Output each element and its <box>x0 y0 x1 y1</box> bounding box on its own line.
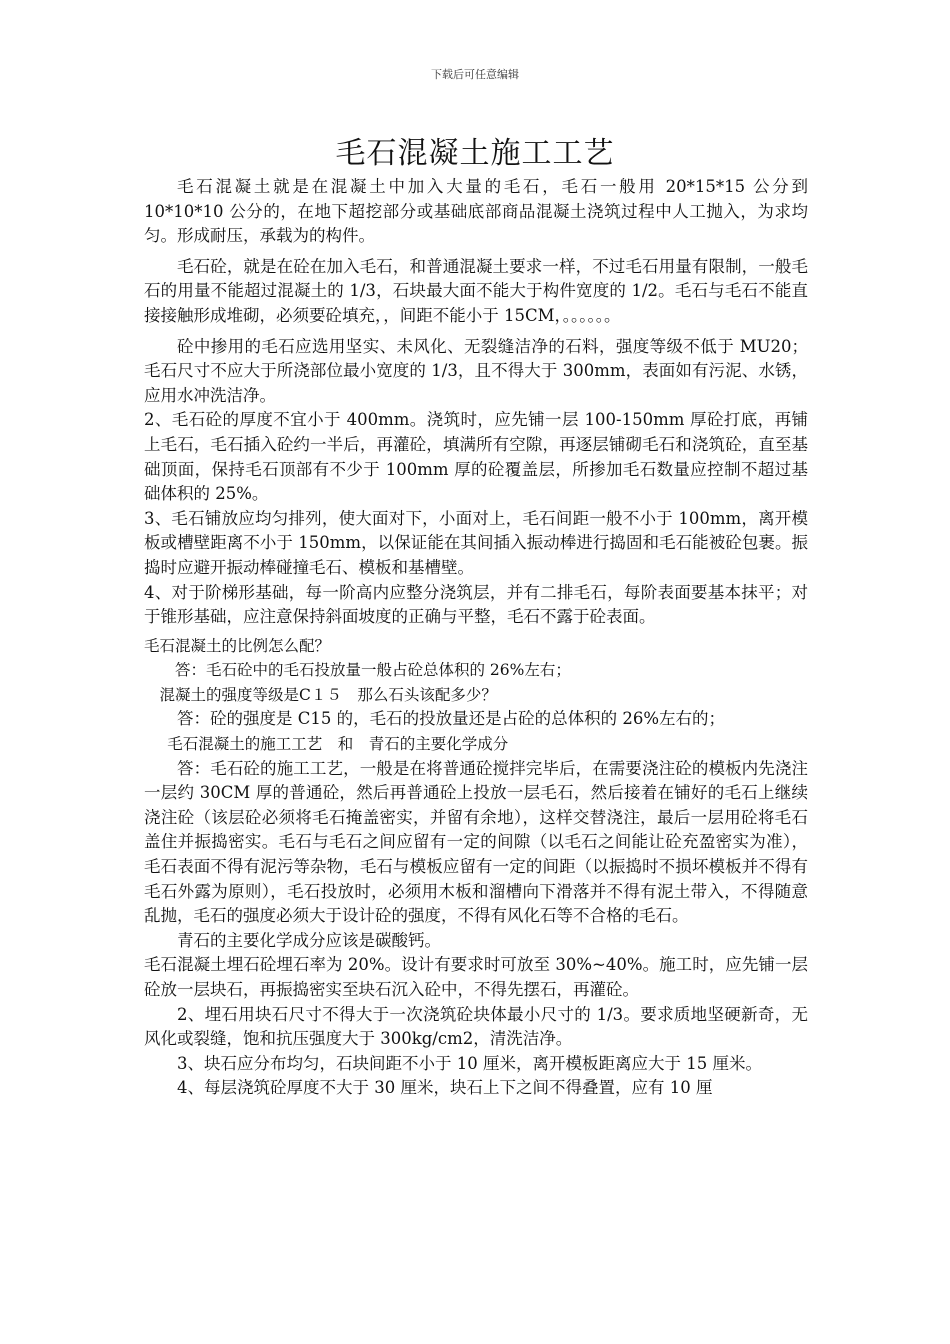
paragraph-intro: 毛石混凝土就是在混凝土中加入大量的毛石，毛石一般用 20*15*15 公分到 10*10*10 公分的，在地下超挖部分或基础底部商品混凝土浇筑过程中人工抛入，为求均匀。形成耐压，承载为的构件。 <box>144 177 808 246</box>
paragraph-definition: 毛石砼，就是在砼在加入毛石，和普通混凝土要求一样，不过毛石用量有限制，一般毛石的用量不能超过混凝土的 1/3，石块最大面不能大于构件宽度的 1/2。毛石与毛石不能直接接触形成堆砌，必须要砼填充，，间距不能小于 15CM，。。。。。。 <box>144 256 808 325</box>
answer-strength: 答：砼的强度是 C15 的，毛石的投放量还是占砼的总体积的 26%左右的； <box>177 709 726 729</box>
question-ratio: 毛石混凝土的比例怎么配？ <box>144 636 331 655</box>
header-note: 下载后可任意编辑 <box>431 68 519 81</box>
answer-ratio: 答：毛石砼中的毛石投放量一般占砼总体积的 26%左右； <box>175 661 571 680</box>
document-body <box>144 175 808 1101</box>
paragraph-bluestone: 青石的主要化学成分应该是碳酸钙。 <box>177 930 441 950</box>
page-title: 毛石混凝土施工工艺 <box>335 136 615 171</box>
paragraph-burial-item-3: 3、块石应分布均匀，石块间距不小于 10 厘米，离开模板距离应大于 15 厘米。 <box>177 1053 762 1073</box>
question-process: 毛石混凝土的施工工艺 和 青石的主要化学成分 <box>167 735 509 754</box>
paragraph-item-3: 3、毛石铺放应均匀排列，使大面对下，小面对上，毛石间距一般不小于 100mm，离开模板或槽壁距离不小于 150mm，以保证能在其间插入振动棒进行捣固和毛石能被砼包裹。振捣时应避开振动棒碰撞毛石、模板和基槽壁。 <box>144 508 808 577</box>
paragraph-burial-rate: 毛石混凝土埋石砼埋石率为 20%。设计有要求时可放至 30%~40%。施工时，应先铺一层砼放一层块石，再振捣密实至块石沉入砼中，不得先摆石，再灌砼。 <box>144 955 808 999</box>
paragraph-item-4: 4、对于阶梯形基础，每一阶高内应整分浇筑层，并有二排毛石，每阶表面要基本抹平；对于锥形基础，应注意保持斜面坡度的正确与平整，毛石不露于砼表面。 <box>144 582 808 627</box>
question-strength: 混凝土的强度等级是C１５ 那么石头该配多少？ <box>159 685 497 704</box>
paragraph-item-2: 2、毛石砼的厚度不宜小于 400mm。浇筑时，应先铺一层 100-150mm 厚砼打底，再铺上毛石，毛石插入砼约一半后，再灌砼，填满所有空隙，再逐层铺砌毛石和浇筑砼，直至基础顶面，保持毛石顶部有不少于 100mm 厚的砼覆盖层，所掺加毛石数量应控制不超过基础体积的 25%。 <box>144 410 808 504</box>
paragraph-burial-item-2: 2、埋石用块石尺寸不得大于一次浇筑砼块体最小尺寸的 1/3。要求质地坚硬新奇，无风化或裂缝，饱和抗压强度大于 300kg/cm2，清洗洁净。 <box>144 1004 808 1049</box>
paragraph-stone-requirements: 砼中掺用的毛石应选用坚实、未风化、无裂缝洁净的石料，强度等级不低于 MU20；毛石尺寸不应大于所浇部位最小宽度的 1/3，且不得大于 300mm，表面如有污泥、水锈，应用水冲洗洁净。 <box>144 336 808 405</box>
paragraph-burial-item-4: 4、每层浇筑砼厚度不大于 30 厘米，块石上下之间不得叠置，应有 10 厘 <box>177 1078 713 1098</box>
answer-process: 答：毛石砼的施工工艺，一般是在将普通砼搅拌完毕后，在需要浇注砼的模板内先浇注一层约 30CM 厚的普通砼，然后再普通砼上投放一层毛石，然后接着在铺好的毛石上继续浇注砼（该层砼必须将毛石掩盖密实，并留有余地），这样交替浇注，最后一层用砼将毛石盖住并振捣密实。毛石与毛石之间应留有一定的间隙（以毛石之间能让砼充盈密实为准），毛石表面不得有泥污等杂物，毛石与模板应留有一定的间距（以振捣时不损坏模板并不得有毛石外露为原则），毛石投放时，必须用木板和溜槽向下滑落并不得有泥土带入，不得随意乱抛，毛石的强度必须大于设计砼的强度，不得有风化石等不合格的毛石。 <box>144 758 808 926</box>
